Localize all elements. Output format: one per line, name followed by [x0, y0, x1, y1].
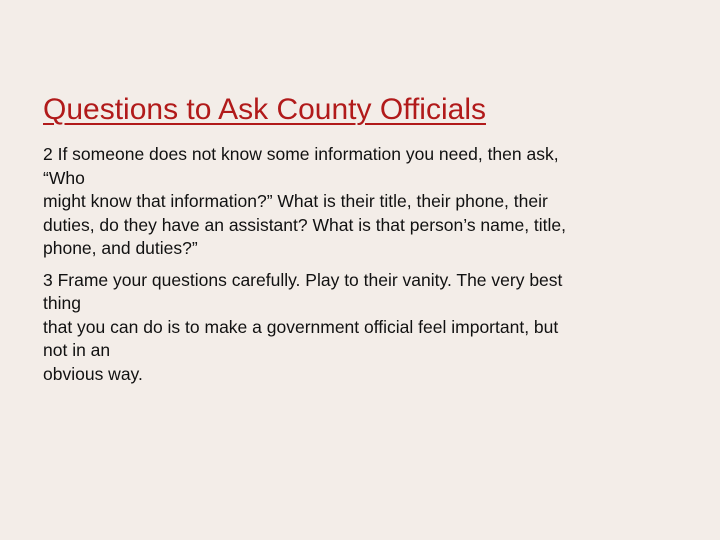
paragraph-line: that you can do is to make a government official feel important, but: [43, 316, 559, 337]
slide-title: Questions to Ask County Officials: [43, 93, 486, 126]
paragraph-line: 2 If someone does not know some information you need, then ask,: [43, 144, 559, 164]
paragraph-line: phone, and duties?”: [43, 238, 198, 258]
paragraph-line: might know that information?” What is their title, their phone, their: [43, 191, 548, 211]
slide-body: [43, 143, 683, 394]
paragraph-line: duties, do they have an assistant? What is that person’s name, title,: [43, 214, 567, 235]
paragraph-line: not in an: [43, 340, 111, 360]
paragraph-2: [43, 143, 683, 261]
paragraph-line: 3 Frame your questions carefully. Play to their vanity. The very best: [43, 269, 563, 290]
paragraph-line: “Who: [43, 167, 85, 188]
paragraph-line: thing: [43, 293, 81, 313]
paragraph-line: obvious way.: [43, 363, 143, 384]
paragraph-3: [43, 269, 683, 387]
